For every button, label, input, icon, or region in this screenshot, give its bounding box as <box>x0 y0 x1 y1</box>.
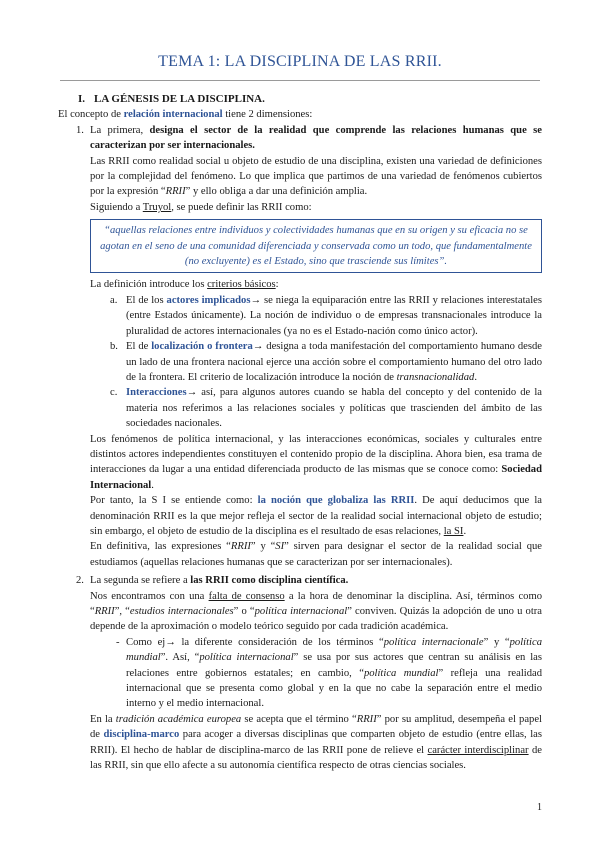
item2-bold: las RRII como disciplina científica. <box>190 575 349 587</box>
term-nocion: la noción que globaliza las RRII <box>257 495 415 507</box>
page-number: 1 <box>537 802 542 813</box>
term-interacciones: Interacciones <box>126 387 187 399</box>
criterion-b: b. El de localización o frontera→ designa a toda manifestación del comportamiento humano desde un lado de una frontera nacional ejerce una acción sobre el comportamiento humano del otro lado de la frontera. El criterio de localización introduce la noción de transnacionalidad. <box>110 341 542 383</box>
title-divider <box>60 80 540 81</box>
term-disciplina-marco: disciplina-marco <box>103 729 180 741</box>
criteria-intro: La definición introduce los criterios básicos: <box>90 279 279 291</box>
paragraph-tradicion-europea: En la tradición académica europea se acepta que el término “RRII” por su amplitud, desempeña el papel de disciplina-marco para acoger a diversas disciplinas que comparten objeto de estudio (entre ellas, las RRII). El hecho de hablar de disciplina-marco de las RRII pone de relieve el carácter interdisciplinar de las RRII, sin que ello afecte a su autonomía científica respecto de otras ciencias sociales. <box>90 713 543 772</box>
intro-paragraph: El concepto de relación internacional tiene 2 dimensiones: <box>58 109 313 121</box>
term-localizacion: localización o frontera <box>151 341 253 353</box>
list-number: 2. <box>76 575 84 587</box>
item1-bold: designa el sector de la realidad que comprende las relaciones humanas que se caracterizan por ser internacionales. <box>90 124 542 152</box>
example-bullet: - Como ej→ la diferente consideración de los términos “política internacionale” y “política mundial”. Así, “política internacional” se usa por sus actores que centran su análisis en las relaciones entre gobiernos estatales; en cambio, “política mundial” refleja una realidad internacional que se presenta como global y en la que no cabe la separación entre el medio interno y el medio internacional. <box>116 636 543 710</box>
truyol-link: Truyol <box>142 201 172 213</box>
paragraph-definitiva: En definitiva, las expresiones “RRII” y “SI” sirven para designar el sector de la realidad social que estudiamos (aquellas relaciones humanas que se caracterizan por ser internacionales). <box>90 541 543 568</box>
criterion-c: c. Interacciones→ así, para algunos autores cuando se habla del concepto y del contenido de la materia nos referimos a las relaciones sociales y políticas que trascienden del ámbito de las sociedades nacionales. <box>110 387 542 430</box>
item1-truyol: Siguiendo a Truyol, se puede definir las RRII como: <box>90 201 312 213</box>
item2-paragraph: Nos encontramos con una falta de consenso a la hora de denominar la disciplina. Así, términos como “RRII”, “estudios internacionales” o “política internacional” conviven. Quizás la adopción de uno u otra depende de la aproximación o modelo teórico seguido por cada tradición académica. <box>90 590 543 633</box>
list-item-2: 2. La segunda se refiere a las RRII como disciplina científica. Nos encontramos con una falta de consenso a la hora de denominar la disciplina. Así, términos como “RRII”, “estudios internacionales” o “política internacional” conviven. Quizás la adopción de uno u otra depende de la aproximación o modelo teórico seguido por cada tradición académica. <box>58 573 542 635</box>
paragraph-sociedad-internacional: Por tanto, la S I se entiende como: la noción que globaliza las RRII. De aquí deducimos que la denominación RRII es la que mejor refleja el sector de la realidad social internacional objeto de estudio; sin embargo, el objeto de estudio de la disciplina es el resultado de esas relaciones, la SI. <box>90 495 542 537</box>
section-number: I. <box>78 93 86 105</box>
term-relacion-internacional: relación internacional <box>123 109 223 121</box>
page-title: TEMA 1: LA DISCIPLINA DE LAS RRII. <box>158 53 442 70</box>
item1-paragraph: Las RRII como realidad social u objeto de estudio de una disciplina, existen una variedad de definiciones por la complejidad del fenómeno. Lo que implica que partimos de una variedad de fenómenos cubiertos por la expresión “RRII” y ello obliga a dar una definición amplia. <box>90 155 542 198</box>
document-body <box>58 90 542 773</box>
list-number: 1. <box>76 124 84 136</box>
term-actores: actores implicados <box>166 294 251 306</box>
paragraph-fenomenos: Los fenómenos de política internacional, y las interacciones económicas, sociales y culturales entre distintos actores independientes constituyen el contenido propio de la disciplina. Ahora bien, esa trama de interacciones da lugar a una entidad diferenciada producto de las mismas que se conoce como: Sociedad Internacional. <box>90 433 542 491</box>
criterion-a: a. El de los actores implicados→ se niega la equiparación entre las RRII y relaciones interestatales (entre Estados únicamente). La noción de individuo o de empresas transnacionales introduce la pluralidad de actores internacionales (ya no es el Estado-nación como único actor). <box>110 294 542 337</box>
definition-quote-box: “aquellas relaciones entre individuos y colectividades humanas que en su origen y su eficacia no se agotan en el seno de una comunidad diferenciada y conservada como un todo, que fundamentalmente (no excluyente) es el Estado, sino que trasciende sus límites”. <box>90 219 542 273</box>
section-title: LA GÉNESIS DE LA DISCIPLINA. <box>94 93 265 105</box>
list-item-1: 1. La primera, designa el sector de la realidad que comprende las relaciones humanas que se caracterizan por ser internacionales. Las RRII como realidad social u objeto de estudio de una disciplina, existen una variedad de definiciones por la complejidad del fenómeno. Lo que implica que partimos de una variedad de fenómenos cubiertos por la expresión “RRII” y ello obliga a dar una definición amplia. Siguiendo a Truyol, se puede definir las RRII como: <box>58 123 542 215</box>
section-heading <box>78 92 542 107</box>
